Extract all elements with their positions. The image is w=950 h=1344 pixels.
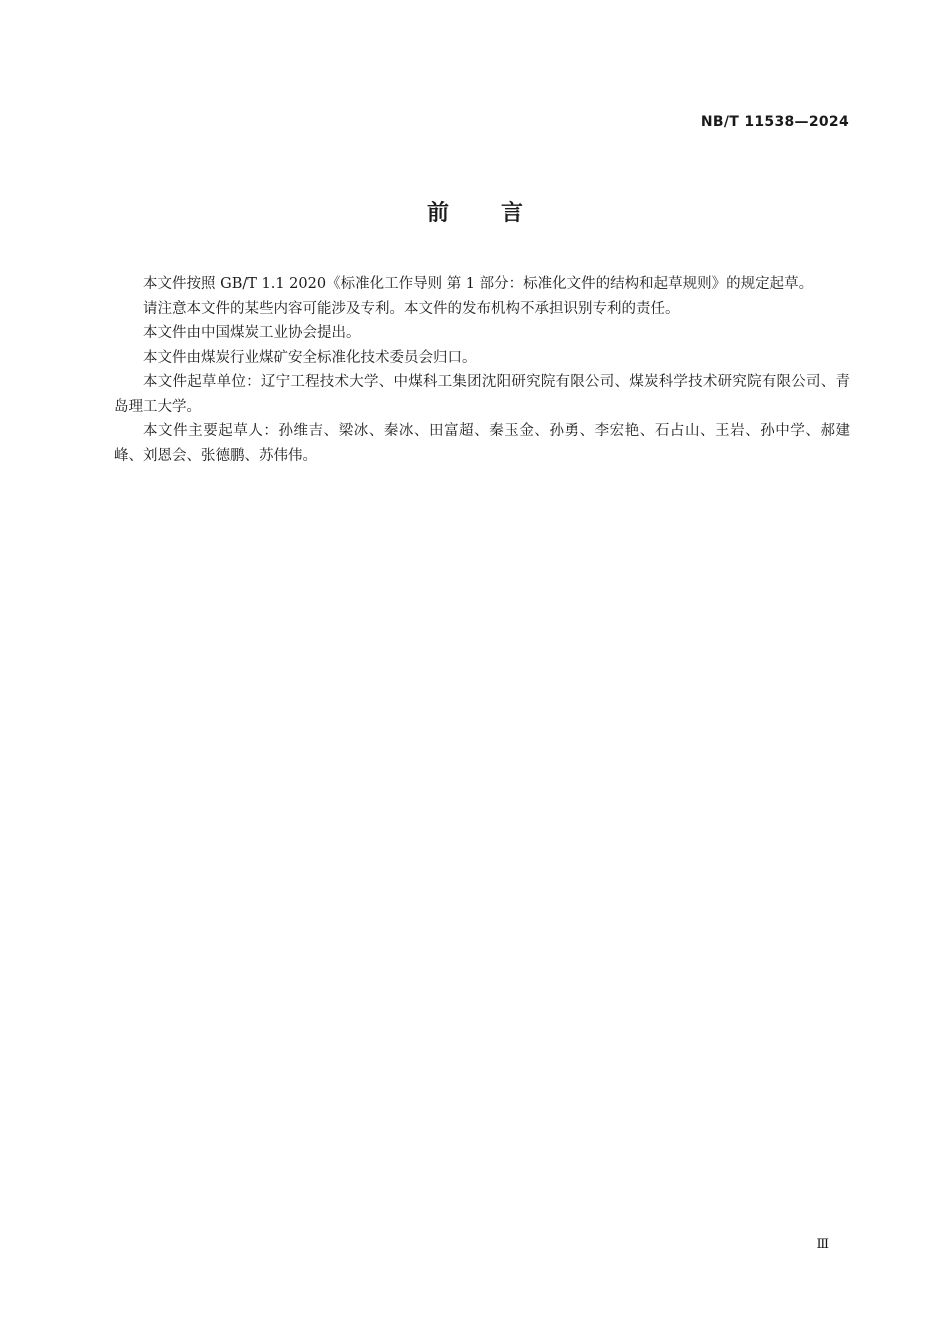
paragraph-drafters: 本文件主要起草人：孙维吉、梁冰、秦冰、田富超、秦玉金、孙勇、李宏艳、石占山、王岩、孙中学、郝建峰、刘恩会、张德鹏、苏伟伟。 [114,423,850,464]
document-code: NB/T 11538—2024 [700,114,849,130]
section-title: 前言 [426,201,575,226]
preface-body [114,272,850,468]
paragraph-patent-notice: 请注意本文件的某些内容可能涉及专利。本文件的发布机构不承担识别专利的责任。 [143,300,680,317]
paragraph-drafting-units: 本文件起草单位：辽宁工程技术大学、中煤科工集团沈阳研究院有限公司、煤炭科学技术研究院有限公司、青岛理工大学。 [114,374,850,415]
paragraph-committee: 本文件由煤炭行业煤矿安全标准化技术委员会归口。 [143,349,477,366]
page-number: Ⅲ [816,1237,829,1252]
paragraph-proposer: 本文件由中国煤炭工业协会提出。 [143,325,361,341]
paragraph-drafting-rules: 本文件按照 GB/T 1.1 2020《标准化工作导则 第 1 部分：标准化文件的结构和起草规则》的规定起草。 [143,276,814,292]
